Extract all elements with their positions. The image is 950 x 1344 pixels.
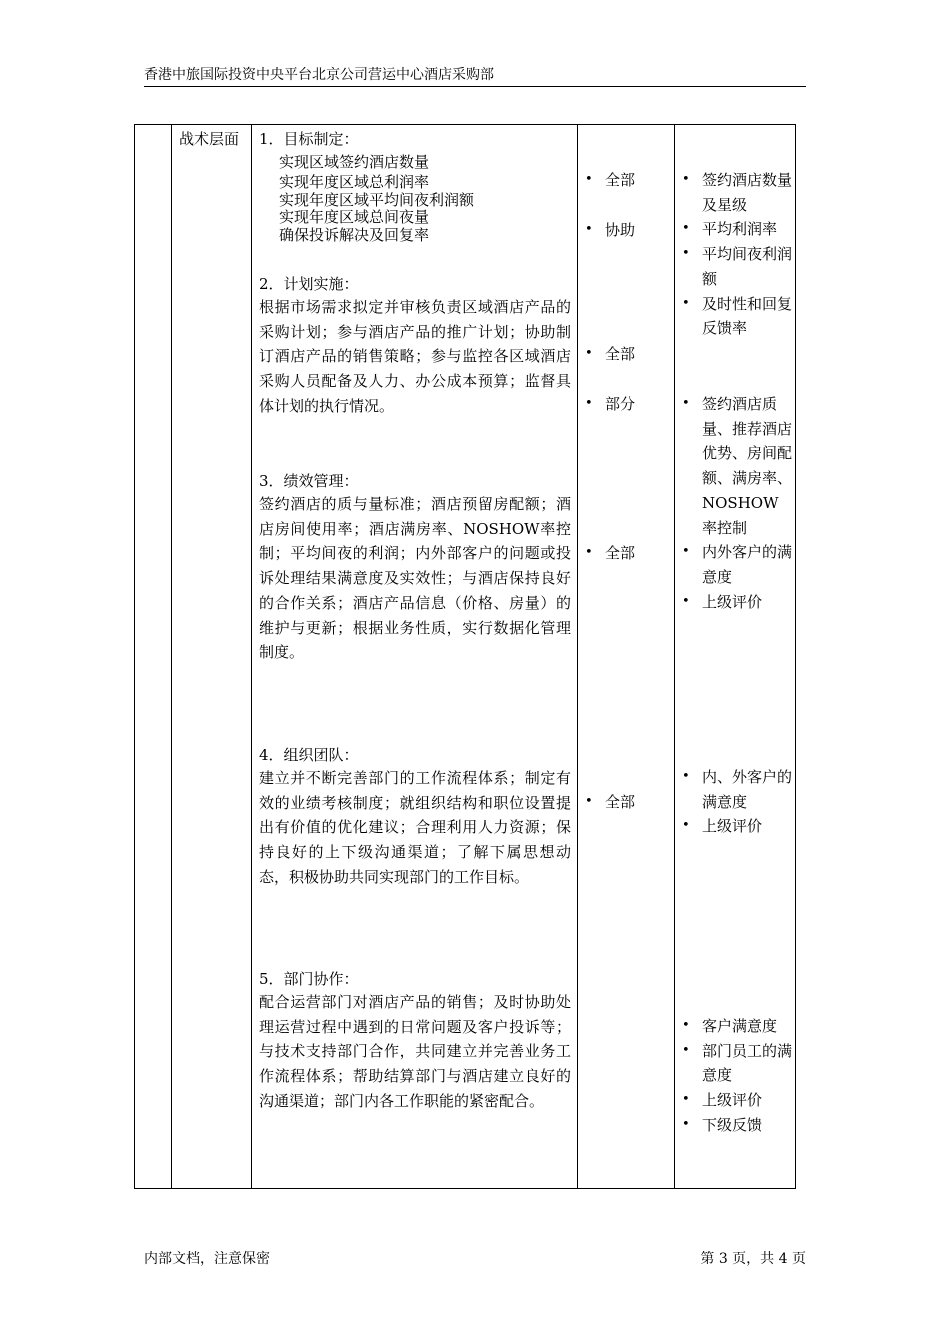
responsibility-item: • 全部 <box>581 342 671 367</box>
kpi-group-3 <box>678 765 793 839</box>
responsibility-group-1 <box>581 168 671 242</box>
section-text: 配合运营部门对酒店产品的销售；及时协助处理运营过程中遇到的日常问题及客户投诉等；与技术支持部门合作，共同建立并完善业务工作流程体系；帮助结算部门与酒店建立良好的沟通渠道；部门内各工作职能的紧密配合。 <box>259 993 571 1110</box>
target-item: 确保投诉解决及回复率 <box>279 225 430 244</box>
section-title: 3．绩效管理： <box>259 472 359 490</box>
kpi-item: • 内、外客户的满意度 <box>678 765 793 814</box>
kpi-item: • 内外客户的满意度 <box>678 540 793 589</box>
page-number: 第 3 页，共 4 页 <box>700 1251 806 1267</box>
column-divider <box>674 125 675 1188</box>
section-title: 1．目标制定： <box>259 130 359 148</box>
kpi-group-4 <box>678 1014 793 1138</box>
kpi-item: • 签约酒店数量及星级 <box>678 168 793 217</box>
responsibility-item: • 全部 <box>581 168 671 193</box>
section-text: 根据市场需求拟定并审核负责区域酒店产品的采购计划；参与酒店产品的推广计划；协助制订酒店产品的销售策略；参与监控各区域酒店采购人员配备及人力、办公成本预算；监督具体计划的执行情况。 <box>259 298 571 415</box>
kpi-item: • 及时性和回复反馈率 <box>678 292 793 341</box>
kpi-item: • 部门员工的满意度 <box>678 1039 793 1088</box>
column-divider <box>251 125 252 1188</box>
kpi-item: • 上级评价 <box>678 814 793 839</box>
responsibility-group-3 <box>581 541 671 566</box>
kpi-item: • 下级反馈 <box>678 1113 793 1138</box>
section-goal <box>259 128 571 244</box>
responsibility-item: • 全部 <box>581 541 671 566</box>
section-performance <box>259 470 571 665</box>
target-list <box>259 150 571 244</box>
column-divider <box>171 125 172 1188</box>
kpi-item: • 客户满意度 <box>678 1014 793 1039</box>
section-title: 4．组织团队： <box>259 746 359 764</box>
responsibility-group-2 <box>581 342 671 416</box>
target-item: 实现区域签约酒店数量 <box>279 153 430 171</box>
kpi-item: • 签约酒店质量、推荐酒店优势、房间配额、满房率、NOSHOW率控制 <box>678 392 793 540</box>
page-header: 香港中旅国际投资中央平台北京公司营运中心酒店采购部 <box>144 64 806 87</box>
column-divider <box>577 125 578 1188</box>
level-label: 战术层面 <box>179 130 240 148</box>
kpi-item: • 平均利润率 <box>678 217 793 242</box>
section-text: 建立并不断完善部门的工作流程体系；制定有效的业绩考核制度；就组织结构和职位设置提出有价值的优化建议；合理利用人力资源；保持良好的上下级沟通渠道；了解下属思想动态，积极协助共同实现部门的工作目标。 <box>259 769 571 886</box>
section-cooperation <box>259 968 571 1114</box>
section-team <box>259 744 571 890</box>
kpi-item: • 上级评价 <box>678 590 793 615</box>
responsibility-item: • 协助 <box>581 218 671 243</box>
kpi-group-2 <box>678 392 793 614</box>
section-text: 签约酒店的质与量标准；酒店预留房配额；酒店房间使用率；酒店满房率、NOSHOW率控制；平均间夜的利润；内外部客户的问题或投诉处理结果满意度及实效性；与酒店保持良好的合作关系；酒店产品信息（价格、房量）的维护与更新；根据业务性质，实行数据化管理制度。 <box>259 495 571 662</box>
responsibility-table <box>134 124 796 1189</box>
section-title: 2．计划实施： <box>259 275 359 293</box>
confidential-note: 内部文档，注意保密 <box>144 1251 270 1267</box>
responsibility-item: • 全部 <box>581 790 671 815</box>
responsibility-group-4 <box>581 790 671 815</box>
target-item: 实现年度区域总利润率 <box>279 173 430 191</box>
kpi-item: • 平均间夜利润额 <box>678 242 793 291</box>
section-plan <box>259 273 571 419</box>
target-item: 实现年度区域总间夜量 <box>279 208 430 226</box>
kpi-group-1 <box>678 168 793 341</box>
kpi-item: • 上级评价 <box>678 1088 793 1113</box>
target-item: 实现年度区域平均间夜利润额 <box>279 190 475 209</box>
responsibility-item: • 部分 <box>581 392 671 417</box>
section-title: 5．部门协作： <box>259 970 359 988</box>
